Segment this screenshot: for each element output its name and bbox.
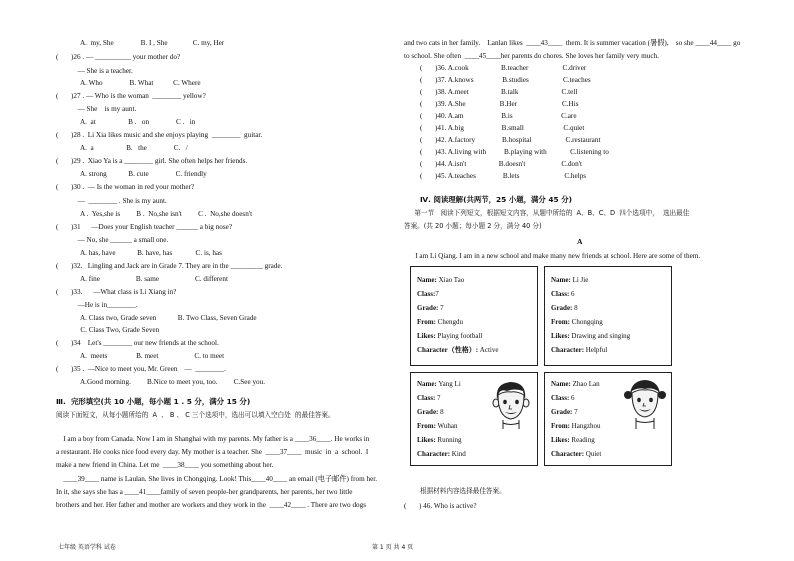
cloze-option-39: ( )39. A.She B.Her C.His [420,100,579,108]
q30-options: A . Yes,she is B . No,she isn't C . No,she doesn't [66,210,253,218]
card-grade-row: Grade: 8 [551,304,578,312]
cloze-option-44: ( )44. A.isn't B.doesn't C.don't [420,160,583,168]
profile-card-zhao-lan [544,372,672,466]
cloze-line-7: and two cats in her family. Lanlan likes ____43____ them. It is summer vacation (暑假), so she ____44____ go [404,39,741,47]
question-27-line2: — She is my aunt. [56,105,137,113]
q32-options: A. fine B. same C. different [66,275,228,283]
profile-card-xiao-tao [410,266,538,366]
profile-card-li-jie [544,266,672,366]
cloze-line-3: make a new friend in China. Let me ____38____ you something about her. [56,461,274,469]
card-grade-row: Grade: 7 [417,304,444,312]
card-class-row: Class: 6 [551,290,575,298]
card-name-row: Name: Yang Li [417,380,461,388]
cloze-line-8: to school. She often ____45____her parents do chores. She loves her family very much. [404,52,659,60]
section-4-instruction-2: 答案。(共 20 小题；每小题 2 分，满分 40 分) [404,222,542,230]
q35-options: A.Good morning. B.Nice to meet you, too. C.See you. [66,378,266,386]
card-likes-row: Likes: Running [417,436,462,444]
question-31: ( )31 —Does your English teacher ______ a big nose? [56,223,233,231]
card-class-row: Class:7 [417,290,439,298]
question-34: ( )34 Let's ________ our new friends at the school. [56,339,219,347]
card-from-row: From: Chongqing [551,318,603,326]
cloze-option-38: ( )38. A.meet B.talk C.tell [420,88,578,96]
section-4-instruction-1: 第一节 阅读下列短文，根据短文内容，从题中所给的 A、B、C、D 四个选项中， 选出最佳 [406,209,690,217]
cloze-line-4: ____39____ name is Laulan. She lives in Chongqing. Look! This____40____ an email (电子邮件) from her. [56,475,378,483]
footer-left: 七年级 英语学科 试卷 [58,544,116,551]
card-from-row: From: Chengdu [417,318,463,326]
passage-label: A [577,237,583,246]
card-likes-row: Likes: Drawing and singing [551,332,631,340]
answer-instruction: 根据材料内容选择最佳答案。 [420,487,506,495]
question-29: ( )29 . Xiao Ya is a ________ girl. She often helps her friends. [56,157,248,165]
cloze-line-1: I am a boy from Canada. Now I am in Shanghai with my parents. My father is a ____36____. He works in [56,435,370,443]
footer-page-number: 第 1 页 共 4 页 [372,544,414,551]
card-character-row: Character: Helpful [551,346,608,354]
question-32: ( )32. Lingling and Jack are in Grade 7. They are in the _________ grade. [56,262,283,270]
card-likes-row: Likes: Reading [551,436,595,444]
q25-options: A. my, She B. I , She C. my, Her [66,39,225,47]
card-name-row: Name: Xiao Tao [417,276,465,284]
question-30-line2: — ________ . She is my aunt. [56,197,167,205]
section-3-instruction: 阅读下面短文，从每小题所给的 A 、 B 、 C 三个选项中，选出可以填入空白处 的最佳答案。 [56,411,335,419]
card-name-row: Name: Li Jie [551,276,589,284]
question-33-line2: —He is in________. [56,301,138,309]
q28-options: A. a B. the C. / [66,144,188,152]
cloze-option-43: ( )43. A.living with B.playing with C.listening to [420,148,609,156]
question-27: ( )27 . — Who is the woman ________ yellow? [56,92,206,100]
q29-options: A. strong B. cute C. friendly [66,170,207,178]
card-name-row: Name: Zhao Lan [551,380,600,388]
q27-options: A. at B . on C . in [66,118,196,126]
section-4-title: Ⅳ. 阅读理解(共两节，25 小题，满分 45 分) [420,195,573,204]
card-character-row: Character: Quiet [551,450,602,458]
card-grade-row: Grade: 8 [417,408,444,416]
profile-card-yang-li [410,372,538,466]
q33-options-c: C. Class Two, Grade Seven [66,326,160,334]
card-character-row: Character: Kind [417,450,466,458]
cloze-option-37: ( )37. A.knows B.studies C.teaches [420,76,591,84]
cloze-line-2: a restaurant. He cooks nice food every day. My mother is a teacher. She ____37____ music in a school. I [56,448,369,456]
question-31-line2: — No, she ______ a small one. [56,236,169,244]
q33-options-ab: A. Class two, Grade seven B. Two Class, Seven Grade [66,314,257,322]
card-likes-row: Likes: Playing football [417,332,483,340]
q26-options: A. Who B. What C. Where [66,79,201,87]
question-26: ( )26 . — __________ your mother do? [56,53,181,61]
card-character-row: Character（性格）: Active [417,346,499,354]
cloze-line-6: brothers and her. Her father and mother are workers and they work in the ____42____ . There are two dogs [56,501,367,509]
cloze-option-42: ( )42. A.factory B.hospital C.restaurant [420,136,601,144]
card-class-row: Class: 7 [417,394,441,402]
boy-face-icon [489,379,533,429]
cloze-option-45: ( )45. A.teaches B.lets C.helps [420,172,587,180]
card-grade-row: Grade: 7 [551,408,578,416]
q34-options: A. meets B. meet C. to meet [66,352,225,360]
card-class-row: Class: 6 [551,394,575,402]
question-33: ( )33. —What class is Li Xiang in? [56,288,177,296]
cloze-option-41: ( )41. A.big B.small C.quiet [420,124,585,132]
q31-options: A. has, have B. have, has C. is, has [66,249,222,257]
section-3-title: Ⅲ. 完形填空(共 10 小题，每小题 1 . 5 分，满分 15 分) [56,397,251,406]
question-35: ( )35 . —Nice to meet you, Mr. Green — ________. [56,365,226,373]
question-46: ( ) 46. Who is active? [404,502,477,510]
card-from-row: From: Wuhan [417,422,458,430]
question-28: ( )28 . Li Xia likes music and she enjoys playing ________ guitar. [56,131,263,139]
cloze-option-36: ( )36. A.cook B.teacher C.driver [420,64,587,72]
passage-intro: I am Li Qiang. I am in a new school and make many new friends at school. Here are some of them. [408,252,701,260]
card-from-row: From: Hangzhou [551,422,601,430]
question-30: ( )30 . — Is the woman in red your mother? [56,183,195,191]
girl-face-icon [621,377,669,429]
cloze-option-40: ( )40. A.am B.is C.are [420,112,577,120]
cloze-line-5: In it, she says she has a ____41____family of seven people-her grandparents, her parents, her two little [56,488,353,496]
question-26-line2: — She is a teacher. [56,67,133,75]
